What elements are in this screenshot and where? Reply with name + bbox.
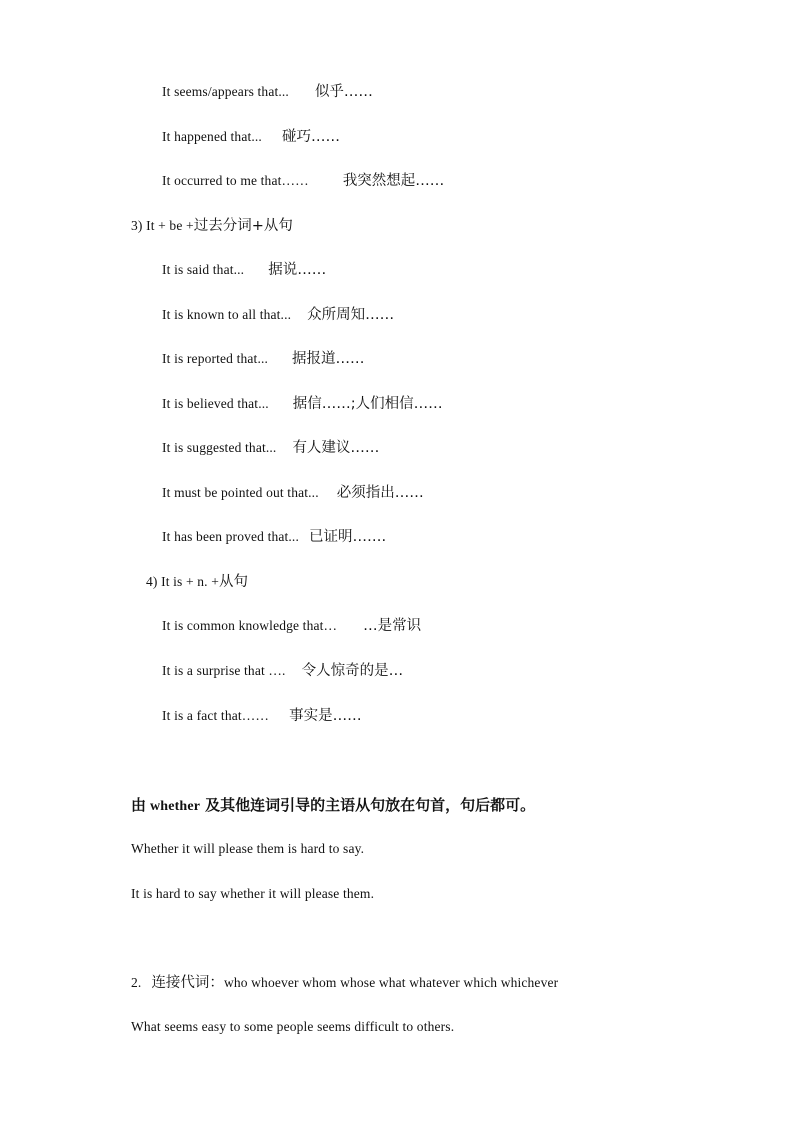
phrase-chinese: 令人惊奇的是… (301, 663, 404, 679)
example-text: What seems easy to some people seems difficult to others. (131, 1019, 455, 1034)
phrase-row (162, 706, 362, 726)
phrase-english: It is suggested that... (162, 440, 277, 455)
phrase-english: It is reported that... (162, 351, 269, 366)
phrase-row (162, 260, 326, 280)
subsection-heading (131, 216, 293, 236)
phrase-chinese: 我突然想起…… (342, 173, 445, 189)
phrase-chinese: 有人建议…… (292, 440, 380, 456)
heading-prefix: 由 (131, 796, 147, 814)
subsection-heading (146, 572, 248, 592)
example-text: Whether it will please them is hard to say. (131, 841, 365, 856)
section-number: 2. (131, 975, 142, 990)
section-chinese: 连接代词： (151, 975, 224, 991)
heading-english: whether (150, 799, 201, 814)
example-text: It is hard to say whether it will please them. (131, 886, 375, 901)
phrase-english: It is believed that... (162, 396, 269, 411)
phrase-row (162, 305, 394, 325)
phrase-row (162, 394, 443, 414)
example-sentence (131, 884, 374, 904)
phrase-english: It must be pointed out that... (162, 485, 319, 500)
subsection-english: 3) It + be + (131, 218, 194, 233)
phrase-english: It happened that... (162, 129, 262, 144)
section-2-heading (131, 973, 558, 993)
phrase-chinese: 众所周知…… (307, 307, 395, 323)
phrase-row (162, 438, 379, 458)
phrase-chinese: 碰巧…… (281, 129, 340, 145)
phrase-row (162, 171, 444, 191)
phrase-row (162, 616, 421, 636)
phrase-english: It occurred to me that…… (162, 173, 309, 188)
phrase-row (162, 82, 373, 102)
phrase-chinese: 已证明……. (308, 529, 387, 545)
phrase-english: It is known to all that... (162, 307, 292, 322)
phrase-english: It is said that... (162, 262, 245, 277)
subsection-english: 4) It is + n. + (146, 574, 219, 589)
subsection-chinese: 从句 (218, 574, 248, 590)
phrase-english: It is a fact that…… (162, 708, 270, 723)
phrase-chinese: 必须指出…… (336, 485, 424, 501)
phrase-english: It is common knowledge that… (162, 618, 338, 633)
phrase-chinese: 据说…… (268, 262, 327, 278)
section-english: who whoever whom whose what whatever which whichever (223, 975, 559, 990)
heading-chinese: 及其他连词引导的主语从句放在句首，句后都可。 (205, 796, 536, 814)
phrase-english: It is a surprise that …. (162, 663, 286, 678)
phrase-chinese: 据信……;人们相信…… (292, 396, 443, 412)
phrase-english: It seems/appears that... (162, 84, 289, 99)
phrase-row (162, 527, 386, 547)
phrase-chinese: …是常识 (363, 618, 422, 634)
phrase-chinese: 事实是…… (289, 708, 362, 724)
example-sentence (131, 1017, 454, 1037)
subsection-chinese: 过去分词+从句 (193, 218, 293, 234)
section-heading (131, 795, 535, 815)
phrase-row (162, 127, 340, 147)
phrase-chinese: 据报道…… (292, 351, 365, 367)
phrase-row (162, 661, 403, 681)
phrase-chinese: 似乎…… (314, 84, 373, 100)
phrase-row (162, 483, 424, 503)
phrase-english: It has been proved that... (162, 529, 299, 544)
example-sentence (131, 839, 364, 859)
phrase-row (162, 349, 365, 369)
